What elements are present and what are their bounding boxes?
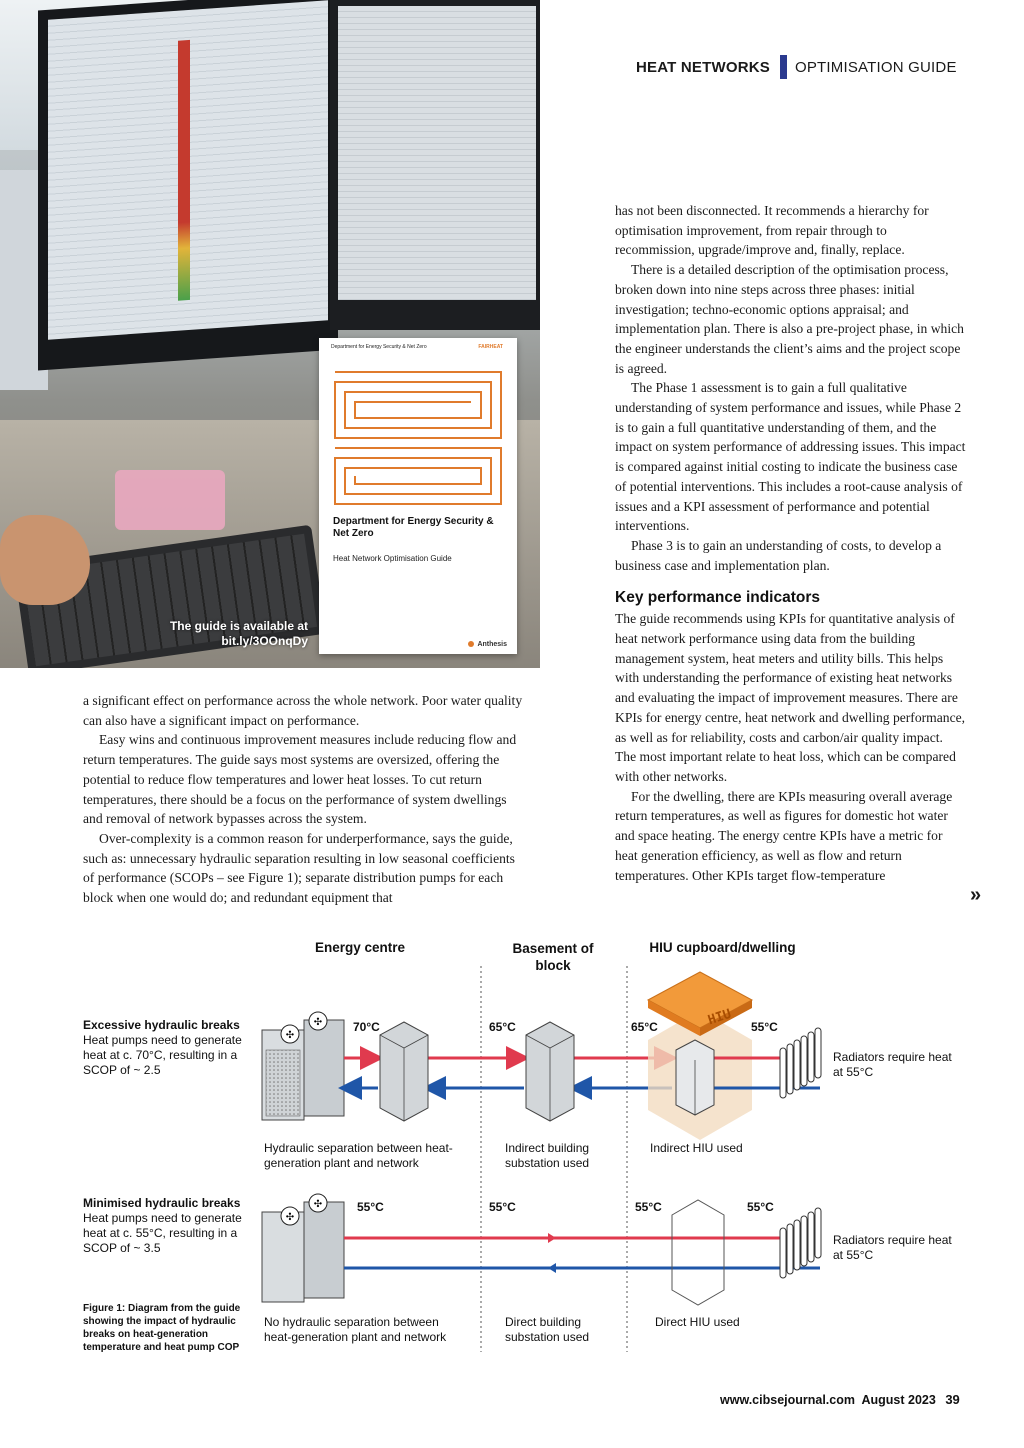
svg-text:✣: ✣ xyxy=(285,1212,295,1223)
row2-caption-hiu: Direct HIU used xyxy=(655,1315,740,1329)
page-footer xyxy=(720,1392,970,1407)
svg-text:✣: ✣ xyxy=(313,1199,323,1210)
hiu-unit-row1 xyxy=(676,1040,714,1115)
footer-date: August 2023 xyxy=(861,1393,936,1407)
left-paragraph-2: Easy wins and continuous improvement measures include reducing flow and return temperatures. The guide says most systems are oversized, offering the potential to reduce flow temperatures and lower heat losses. To cut return temperatures, there should be a focus on the performance of system dwellings and removal of network bypasses across the system. xyxy=(83,732,517,827)
figure-caption: Figure 1: Diagram from the guide showing the impact of hydraulic breaks on heat-generation temperature and heat pump COP xyxy=(83,1303,241,1353)
row1-temp-2: 65°C xyxy=(489,1020,516,1034)
left-paragraph-3: Over-complexity is a common reason for underperformance, says the guide, such as: unnecessary hydraulic separation resulting in low seasonal coefficients of performance (SCOPs – see Figure 1); separate distribution pumps for each block when one would do; and redundant equipment that xyxy=(83,830,515,906)
row1-description xyxy=(83,1018,253,1078)
row2-caption-basement: Direct building substation used xyxy=(505,1315,590,1344)
heat-pumps-row2 xyxy=(262,1194,344,1302)
subsection-label: OPTIMISATION GUIDE xyxy=(794,58,957,76)
row1-temp-4: 55°C xyxy=(751,1020,778,1034)
substation-energy-centre xyxy=(380,1022,428,1121)
left-column xyxy=(83,691,523,908)
right-column xyxy=(615,201,967,885)
hiu-label: HIU xyxy=(706,1006,734,1029)
right-paragraph-2: There is a detailed description of the optimisation process, broken down into nine steps across three phases: initial investigation; techno-economic options appraisal; and implementation plan. There is also a pre-project phase, in which the engineer understands the client’s aims and the project scope is agreed. xyxy=(615,262,964,376)
continue-icon: » xyxy=(970,884,982,906)
right-paragraph-4: Phase 3 is to gain an understanding of costs, to develop a business case and implementation plan. xyxy=(615,537,942,573)
anthesis-dot-icon xyxy=(468,641,474,647)
kpi-heading: Key performance indicators xyxy=(615,589,821,607)
running-header xyxy=(636,56,976,78)
row1-temp-1: 70°C xyxy=(353,1020,380,1034)
row1-caption-hiu: Indirect HIU used xyxy=(650,1141,743,1155)
right-paragraph-6: For the dwelling, there are KPIs measuring overall average return temperatures, as well as figures for domestic hot water and space heating. The energy centre KPIs have a metric for heat generation efficiency, as well as flow and return temperatures. Other KPIs target flow-temperature xyxy=(615,788,953,883)
row1-radiators-label: Radiators require heat at 55°C xyxy=(833,1050,952,1079)
right-paragraph-1: has not been disconnected. It recommends a hierarchy for optimisation improvement, from repair through to recommission, upgrade/improve and, finally, replace. xyxy=(615,203,929,258)
left-paragraph-1: a significant effect on performance across the whole network. Poor water quality can also have a significant impact on performance. xyxy=(83,693,523,728)
right-paragraph-3: The Phase 1 assessment is to gain a full qualitative understanding of system performance and issues, while Phase 2 is to gain a full quantitative understanding of them, and the impact on system performance of addressing issues. This impact is compared against initial costing to indicate the business case of potential interventions. This includes a root-cause analysis of issues and a KPI assessment of performance and potential interventions. xyxy=(615,380,966,534)
anthesis-logo xyxy=(468,641,507,648)
cover-pipe-pattern xyxy=(331,368,505,508)
header-divider xyxy=(780,55,787,79)
heat-pumps-row1 xyxy=(262,1012,344,1120)
cover-department-small: Department for Energy Security & Net Zero xyxy=(331,344,427,350)
col-head-basement: Basement of block xyxy=(512,941,594,973)
cover-guide-title: Heat Network Optimisation Guide xyxy=(333,554,452,563)
row2-temp-1: 55°C xyxy=(357,1200,384,1214)
row1-desc: Heat pumps need to generate heat at c. 70°C, resulting in a SCOP of ~ 2.5 xyxy=(83,1033,242,1077)
section-label: HEAT NETWORKS xyxy=(636,58,770,76)
row1-title: Excessive hydraulic breaks xyxy=(83,1018,240,1032)
photo-monitor-main xyxy=(38,0,338,370)
row2-desc: Heat pumps need to generate heat at c. 55°C, resulting in a SCOP of ~ 3.5 xyxy=(83,1211,242,1255)
row1-caption-energy: Hydraulic separation between heat-generation plant and network xyxy=(264,1141,453,1170)
row2-temp-2: 55°C xyxy=(489,1200,516,1214)
footer-site: www.cibsejournal.com xyxy=(720,1393,855,1407)
col-head-hiu: HIU cupboard/dwelling xyxy=(649,940,796,955)
row1-temp-3: 65°C xyxy=(631,1020,658,1034)
right-paragraph-5: The guide recommends using KPIs for quantitative analysis of heat network performance using data from the building management system, heat meters and utility bills. This helps with understanding the performance of existing heat networks and evaluating the impact of improvement measures. There are KPIs for energy centre, heat network and dwelling performance, as well as for reliability, costs and carbon/air quality impact. The most important relate to heat loss, which can be compared with other networks. xyxy=(615,611,966,784)
row2-description xyxy=(83,1196,253,1256)
row1-caption-basement: Indirect building substation used xyxy=(505,1141,590,1170)
photo-caption: The guide is available at bit.ly/3OOnqDy xyxy=(169,619,308,648)
fairheat-logo: FAIRHEAT xyxy=(478,344,503,350)
anthesis-label: Anthesis xyxy=(477,641,507,648)
cover-department-title: Department for Energy Security & Net Zero xyxy=(333,516,494,539)
row2-caption-energy: No hydraulic separation between heat-generation plant and network xyxy=(264,1315,447,1344)
row2-temp-3: 55°C xyxy=(635,1200,662,1214)
col-head-energy-centre: Energy centre xyxy=(314,940,406,955)
row2-radiators-label: Radiators require heat at 55°C xyxy=(833,1233,952,1262)
svg-text:✣: ✣ xyxy=(313,1017,323,1028)
page-number: 39 xyxy=(945,1392,960,1407)
row2-temp-4: 55°C xyxy=(747,1200,774,1214)
svg-text:✣: ✣ xyxy=(285,1030,295,1041)
guide-cover xyxy=(319,338,517,654)
photo-monitor-right xyxy=(330,0,540,330)
substation-basement xyxy=(526,1022,574,1121)
photo-pink-box xyxy=(115,470,225,530)
row2-title: Minimised hydraulic breaks xyxy=(83,1196,241,1210)
